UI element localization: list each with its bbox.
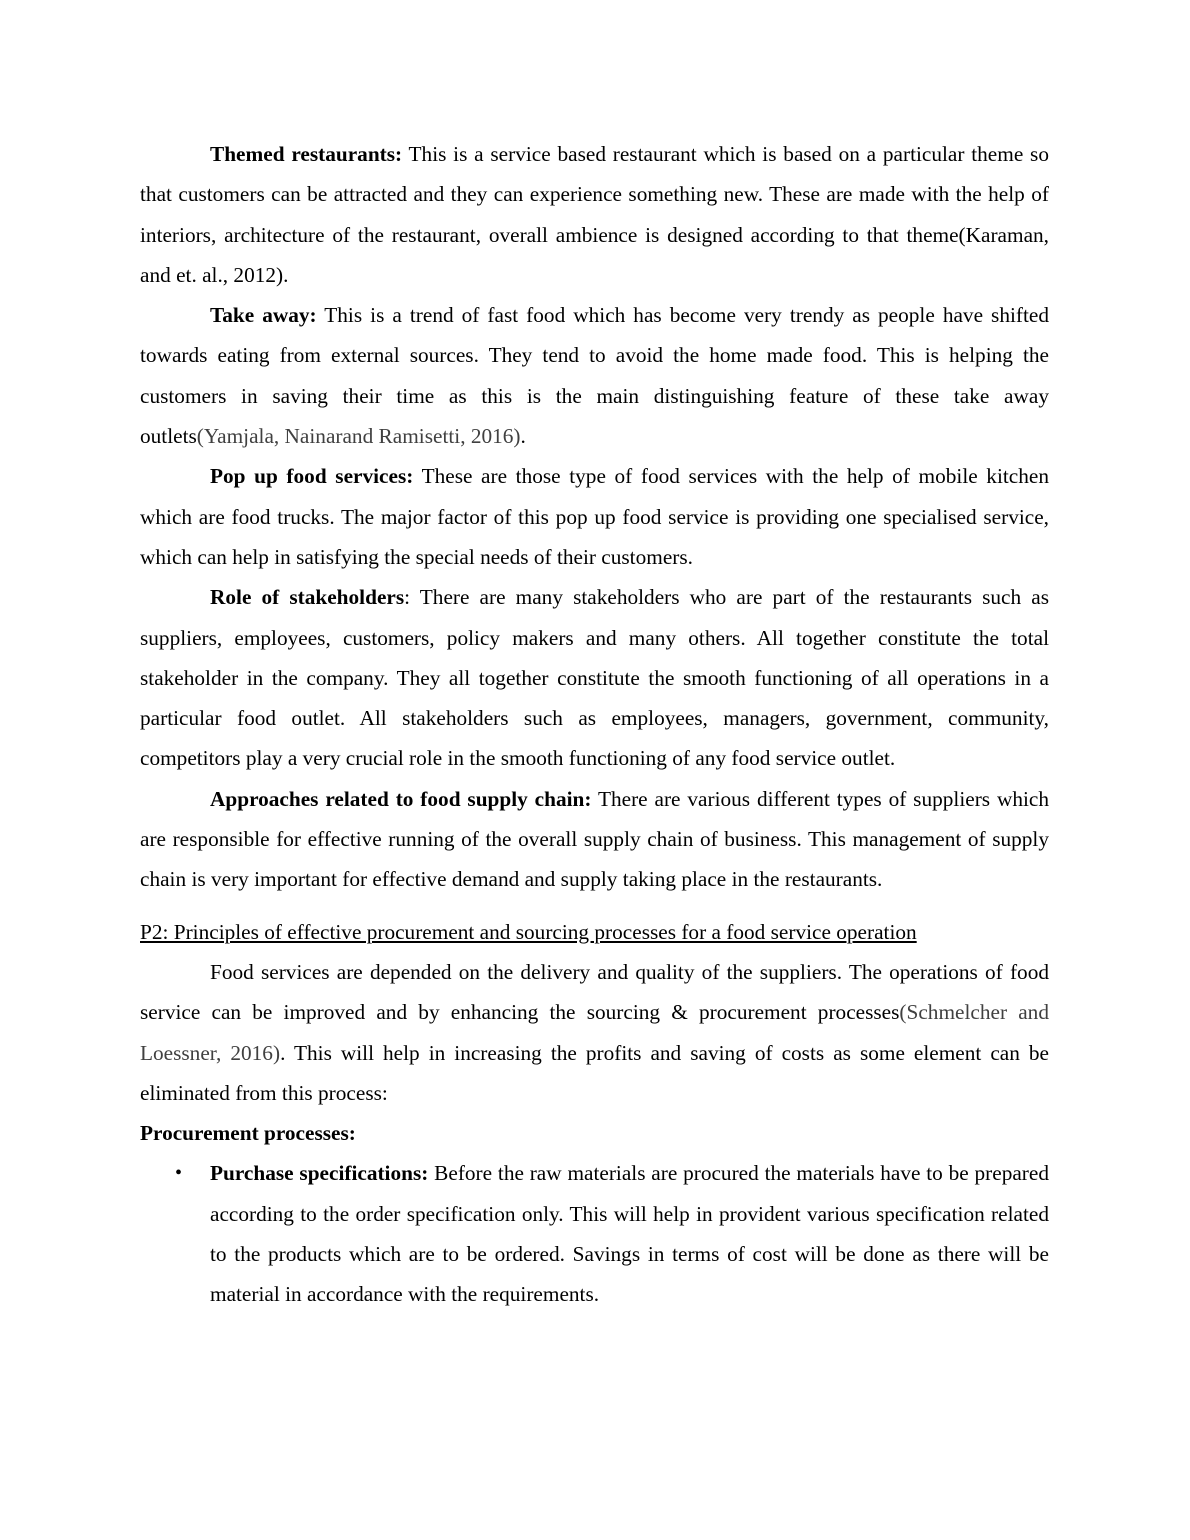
section-intro-paragraph <box>140 952 1049 1113</box>
term-label: Role of stakeholders <box>210 585 405 610</box>
citation: (Yamjala, Nainarand Ramisetti, 2016) <box>196 424 521 449</box>
paragraph-themed-restaurants <box>140 134 1049 295</box>
term-label: Take away: <box>210 303 317 328</box>
citation: (Schmelcher and Loessner, 2016) <box>140 1000 1049 1065</box>
list-item <box>140 1153 1049 1314</box>
paragraph-approaches-supply-chain <box>140 779 1049 900</box>
paragraph-pop-up-food-services <box>140 456 1049 577</box>
paragraph-text: Food services are depended on the delivery and quality of the suppliers. The operations of food service can be improved and by enhancing the sourcing & procurement processes <box>140 959 1049 1025</box>
paragraph-text: This is a service based restaurant which is based on a particular theme so that customers can be attracted and they can experience something new. These are made with the help of interiors, architecture of the restaurant, overall ambience is designed according to that theme(Karaman, and et. al., 2012). <box>140 142 1049 287</box>
paragraph-end: . <box>520 424 526 449</box>
bullet-icon: • <box>175 1162 183 1185</box>
paragraph-text-end: . This will help in increasing the profits and saving of costs as some element can be eliminated from this process: <box>140 1040 1049 1105</box>
paragraph-text: There are various different types of suppliers which are responsible for effective running of the overall supply chain of business. This management of supply chain is very important for effective demand and supply taking place in the restaurants. <box>140 786 1050 892</box>
term-label: Pop up food services: <box>210 464 414 489</box>
term-label: Approaches related to food supply chain: <box>210 786 592 811</box>
paragraph-take-away <box>140 295 1049 456</box>
paragraph-role-of-stakeholders <box>140 577 1049 778</box>
section-heading: P2: Principles of effective procurement and sourcing processes for a food service operation <box>140 919 917 944</box>
document-page <box>140 134 1049 1315</box>
term-label: Purchase specifications: <box>210 1161 429 1186</box>
term-label: Themed restaurants: <box>210 142 403 166</box>
paragraph-text: These are those type of food services with the help of mobile kitchen which are food trucks. The major factor of this pop up food service is providing one specialised service, which can help in satisfying the special needs of their customers. <box>140 464 1049 569</box>
procurement-bullet-list <box>140 1153 1049 1314</box>
list-item-text: Before the raw materials are procured the materials have to be prepared according to the order specification only. This will help in provident various specification related to the products which are to be ordered. Savings in terms of cost will be done as there will be material in accordance with the requirements. <box>210 1161 1049 1307</box>
paragraph-text: : There are many stakeholders who are part of the restaurants such as suppliers, employees, customers, policy makers and many others. All together constitute the total stakeholder in the company. They all together constitute the smooth functioning of all operations in a particular food outlet. All stakeholders such as employees, managers, government, community, competitors play a very crucial role in the smooth functioning of any food service outlet. <box>140 585 1049 771</box>
procurement-sub-heading: Procurement processes: <box>140 1121 356 1146</box>
paragraph-text: This is a trend of fast food which has become very trendy as people have shifted towards eating from external sources. They tend to avoid the home made food. This is helping the customers in saving their time as this is the main distinguishing feature of these take away outlets <box>140 303 1050 449</box>
